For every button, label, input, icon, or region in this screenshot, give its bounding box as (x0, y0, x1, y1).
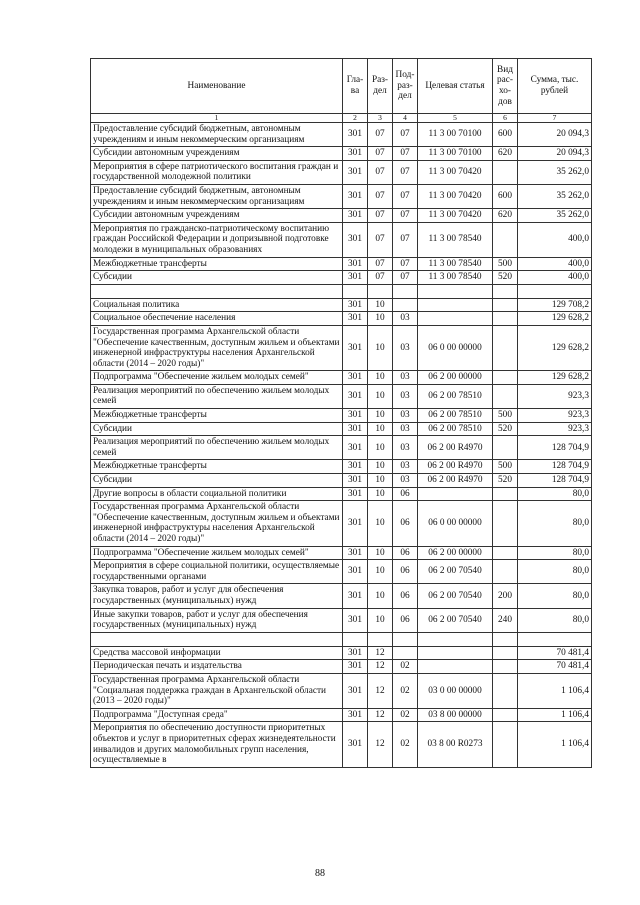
table-header-row (91, 59, 592, 114)
row-section: 10 (368, 501, 393, 546)
row-chapter: 301 (343, 325, 368, 370)
row-expense-type (493, 384, 518, 408)
row-section: 10 (368, 371, 393, 385)
row-chapter: 301 (343, 608, 368, 632)
table-row (91, 708, 592, 722)
row-amount: 1 106,4 (518, 722, 592, 767)
row-chapter: 301 (343, 371, 368, 385)
table-row (91, 436, 592, 460)
row-name: Периодическая печать и издательства (91, 660, 343, 674)
row-amount: 80,0 (518, 584, 592, 608)
row-chapter: 301 (343, 298, 368, 312)
row-subsection: 03 (393, 384, 418, 408)
row-chapter: 301 (343, 722, 368, 767)
row-name: Мероприятия по гражданско-патриотическому воспитанию граждан Российской Федерации и допризывной подготовке молодежи в муниципальных образованиях (91, 222, 343, 257)
row-name: Закупка товаров, работ и услуг для обеспечения государственных (муниципальных) нужд (91, 584, 343, 608)
row-section: 07 (368, 209, 393, 223)
row-amount: 129 628,2 (518, 371, 592, 385)
empty-cell (343, 284, 368, 298)
row-section: 10 (368, 298, 393, 312)
row-subsection: 07 (393, 123, 418, 147)
row-name: Субсидии автономным учреждениям (91, 209, 343, 223)
row-expense-type (493, 560, 518, 584)
row-section: 10 (368, 460, 393, 474)
row-amount: 129 628,2 (518, 312, 592, 326)
row-section: 07 (368, 160, 393, 184)
row-subsection: 03 (393, 409, 418, 423)
row-chapter: 301 (343, 384, 368, 408)
row-expense-type (493, 436, 518, 460)
row-name: Государственная программа Архангельской области "Социальная поддержка граждан в Архангельской области (2013 – 2020 годы)" (91, 673, 343, 708)
row-target: 06 2 00 00000 (418, 546, 493, 560)
row-subsection: 02 (393, 722, 418, 767)
row-expense-type: 500 (493, 460, 518, 474)
table-row (91, 584, 592, 608)
table-row (91, 184, 592, 208)
row-subsection: 02 (393, 708, 418, 722)
table-row (91, 371, 592, 385)
row-chapter: 301 (343, 147, 368, 161)
row-amount: 70 481,4 (518, 646, 592, 660)
row-section: 10 (368, 384, 393, 408)
row-name: Социальное обеспечение населения (91, 312, 343, 326)
row-section: 12 (368, 673, 393, 708)
table-row (91, 474, 592, 488)
row-expense-type: 240 (493, 608, 518, 632)
empty-cell (368, 632, 393, 646)
row-expense-type: 500 (493, 409, 518, 423)
row-amount: 128 704,9 (518, 474, 592, 488)
row-chapter: 301 (343, 501, 368, 546)
row-expense-type: 520 (493, 271, 518, 285)
table-row (91, 147, 592, 161)
row-section: 12 (368, 646, 393, 660)
row-chapter: 301 (343, 209, 368, 223)
row-amount: 35 262,0 (518, 160, 592, 184)
table-row (91, 722, 592, 767)
row-target: 06 2 00 70540 (418, 608, 493, 632)
row-target: 11 3 00 70100 (418, 147, 493, 161)
row-section: 10 (368, 560, 393, 584)
row-chapter: 301 (343, 312, 368, 326)
row-subsection: 07 (393, 184, 418, 208)
row-name: Межбюджетные трансферты (91, 257, 343, 271)
page-number: 88 (315, 868, 325, 879)
row-section: 12 (368, 722, 393, 767)
row-subsection: 02 (393, 673, 418, 708)
row-amount: 923,3 (518, 409, 592, 423)
column-number: 7 (518, 114, 592, 123)
row-target (418, 298, 493, 312)
header-subsection: Под-раз-дел (393, 59, 418, 114)
row-chapter: 301 (343, 487, 368, 501)
row-section: 07 (368, 123, 393, 147)
table-row (91, 546, 592, 560)
row-subsection: 07 (393, 257, 418, 271)
row-expense-type (493, 501, 518, 546)
row-chapter: 301 (343, 474, 368, 488)
row-chapter: 301 (343, 422, 368, 436)
row-name: Реализация мероприятий по обеспечению жильем молодых семей (91, 384, 343, 408)
row-name: Реализация мероприятий по обеспечению жильем молодых семей (91, 436, 343, 460)
row-expense-type (493, 160, 518, 184)
row-subsection: 06 (393, 608, 418, 632)
row-name: Предоставление субсидий бюджетным, автономным учреждениям и иным некоммерческим организациям (91, 123, 343, 147)
row-expense-type (493, 312, 518, 326)
row-subsection: 03 (393, 436, 418, 460)
row-chapter: 301 (343, 660, 368, 674)
row-name: Субсидии автономным учреждениям (91, 147, 343, 161)
row-target (418, 487, 493, 501)
row-amount: 129 628,2 (518, 325, 592, 370)
table-row (91, 209, 592, 223)
row-amount: 80,0 (518, 546, 592, 560)
table-row (91, 608, 592, 632)
row-name: Государственная программа Архангельской области "Обеспечение качественным, доступным жильем и объектами инженерной инфраструктуры населения Архангельской области (2014 – 2020 годы)" (91, 325, 343, 370)
empty-cell (518, 632, 592, 646)
row-section: 10 (368, 608, 393, 632)
row-name: Подпрограмма "Доступная среда" (91, 708, 343, 722)
row-subsection: 06 (393, 487, 418, 501)
row-subsection (393, 646, 418, 660)
table-row (91, 312, 592, 326)
row-target: 11 3 00 78540 (418, 257, 493, 271)
row-target: 11 3 00 78540 (418, 271, 493, 285)
table-row (91, 271, 592, 285)
row-section: 10 (368, 436, 393, 460)
row-name: Субсидии (91, 271, 343, 285)
table-row (91, 160, 592, 184)
table-row (91, 660, 592, 674)
row-section: 10 (368, 474, 393, 488)
row-section: 10 (368, 409, 393, 423)
row-expense-type (493, 546, 518, 560)
empty-cell (393, 284, 418, 298)
row-amount: 400,0 (518, 257, 592, 271)
row-name: Субсидии (91, 422, 343, 436)
row-chapter: 301 (343, 184, 368, 208)
row-section: 12 (368, 660, 393, 674)
column-number: 2 (343, 114, 368, 123)
table-row (91, 422, 592, 436)
row-target: 11 3 00 70420 (418, 160, 493, 184)
row-amount: 80,0 (518, 501, 592, 546)
column-number: 3 (368, 114, 393, 123)
row-name: Подпрограмма "Обеспечение жильем молодых семей" (91, 371, 343, 385)
row-target: 06 2 00 78510 (418, 384, 493, 408)
row-section: 10 (368, 422, 393, 436)
row-section: 12 (368, 708, 393, 722)
table-row (91, 325, 592, 370)
row-expense-type (493, 708, 518, 722)
row-target: 06 2 00 R4970 (418, 474, 493, 488)
row-expense-type (493, 722, 518, 767)
row-subsection: 06 (393, 560, 418, 584)
row-target: 06 2 00 00000 (418, 371, 493, 385)
table-row (91, 384, 592, 408)
row-section: 07 (368, 257, 393, 271)
row-expense-type (493, 222, 518, 257)
row-subsection: 06 (393, 546, 418, 560)
row-subsection: 03 (393, 312, 418, 326)
row-amount: 400,0 (518, 222, 592, 257)
row-amount: 923,3 (518, 422, 592, 436)
table-row (91, 222, 592, 257)
row-target: 06 0 00 00000 (418, 325, 493, 370)
row-name: Межбюджетные трансферты (91, 460, 343, 474)
row-subsection: 07 (393, 222, 418, 257)
row-expense-type: 200 (493, 584, 518, 608)
row-chapter: 301 (343, 436, 368, 460)
table-row (91, 487, 592, 501)
row-expense-type: 620 (493, 147, 518, 161)
row-subsection: 02 (393, 660, 418, 674)
row-target (418, 660, 493, 674)
row-expense-type: 600 (493, 123, 518, 147)
row-subsection: 03 (393, 460, 418, 474)
row-amount: 1 106,4 (518, 708, 592, 722)
row-target: 03 0 00 00000 (418, 673, 493, 708)
row-expense-type (493, 325, 518, 370)
header-expense-type: Вид рас-хо-дов (493, 59, 518, 114)
row-chapter: 301 (343, 460, 368, 474)
row-subsection: 07 (393, 271, 418, 285)
empty-cell (393, 632, 418, 646)
row-target: 03 8 00 00000 (418, 708, 493, 722)
empty-cell (91, 632, 343, 646)
row-target: 06 0 00 00000 (418, 501, 493, 546)
row-amount: 20 094,3 (518, 147, 592, 161)
row-target: 06 2 00 70540 (418, 560, 493, 584)
header-amount: Сумма, тыс. рублей (518, 59, 592, 114)
spacer-row (91, 284, 592, 298)
row-chapter: 301 (343, 409, 368, 423)
table-row (91, 501, 592, 546)
row-amount: 35 262,0 (518, 209, 592, 223)
row-subsection: 07 (393, 209, 418, 223)
row-section: 10 (368, 487, 393, 501)
row-section: 07 (368, 222, 393, 257)
row-expense-type: 520 (493, 422, 518, 436)
row-expense-type: 620 (493, 209, 518, 223)
table-row (91, 460, 592, 474)
row-amount: 128 704,9 (518, 460, 592, 474)
row-chapter: 301 (343, 257, 368, 271)
table-row (91, 409, 592, 423)
row-target: 06 2 00 78510 (418, 422, 493, 436)
row-expense-type (493, 298, 518, 312)
header-target: Целевая статья (418, 59, 493, 114)
empty-cell (493, 284, 518, 298)
table-row (91, 123, 592, 147)
column-number: 1 (91, 114, 343, 123)
row-chapter: 301 (343, 708, 368, 722)
table-row (91, 646, 592, 660)
row-subsection: 03 (393, 325, 418, 370)
row-amount: 80,0 (518, 487, 592, 501)
row-target: 06 2 00 78510 (418, 409, 493, 423)
row-amount: 400,0 (518, 271, 592, 285)
row-section: 07 (368, 184, 393, 208)
empty-cell (418, 632, 493, 646)
header-section: Раз-дел (368, 59, 393, 114)
row-chapter: 301 (343, 546, 368, 560)
row-name: Другие вопросы в области социальной политики (91, 487, 343, 501)
row-name: Подпрограмма "Обеспечение жильем молодых семей" (91, 546, 343, 560)
row-amount: 128 704,9 (518, 436, 592, 460)
row-name: Мероприятия по обеспечению доступности приоритетных объектов и услуг в приоритетных сферах жизнедеятельности инвалидов и других маломобильных групп населения, осуществляемые в (91, 722, 343, 767)
row-expense-type (493, 371, 518, 385)
row-name: Мероприятия в сфере патриотического воспитания граждан и государственной молодежной политики (91, 160, 343, 184)
column-number: 5 (418, 114, 493, 123)
row-section: 07 (368, 271, 393, 285)
row-target (418, 646, 493, 660)
table-body (91, 123, 592, 768)
table-row (91, 257, 592, 271)
row-section: 10 (368, 312, 393, 326)
row-amount: 129 708,2 (518, 298, 592, 312)
empty-cell (91, 284, 343, 298)
row-chapter: 301 (343, 673, 368, 708)
row-target: 11 3 00 70100 (418, 123, 493, 147)
row-chapter: 301 (343, 560, 368, 584)
row-target: 11 3 00 70420 (418, 184, 493, 208)
row-subsection: 07 (393, 160, 418, 184)
row-section: 10 (368, 325, 393, 370)
row-subsection: 06 (393, 584, 418, 608)
row-chapter: 301 (343, 123, 368, 147)
row-target: 06 2 00 R4970 (418, 460, 493, 474)
row-chapter: 301 (343, 584, 368, 608)
row-chapter: 301 (343, 160, 368, 184)
row-name: Предоставление субсидий бюджетным, автономным учреждениям и иным некоммерческим организациям (91, 184, 343, 208)
row-amount: 923,3 (518, 384, 592, 408)
row-target: 06 2 00 70540 (418, 584, 493, 608)
row-expense-type: 500 (493, 257, 518, 271)
header-name: Наименование (91, 59, 343, 114)
row-expense-type (493, 646, 518, 660)
table-row (91, 673, 592, 708)
row-expense-type (493, 487, 518, 501)
empty-cell (368, 284, 393, 298)
empty-cell (518, 284, 592, 298)
row-chapter: 301 (343, 646, 368, 660)
row-name: Субсидии (91, 474, 343, 488)
row-subsection: 03 (393, 371, 418, 385)
row-amount: 80,0 (518, 560, 592, 584)
row-amount: 80,0 (518, 608, 592, 632)
row-expense-type: 600 (493, 184, 518, 208)
row-expense-type (493, 673, 518, 708)
row-target: 06 2 00 R4970 (418, 436, 493, 460)
row-section: 10 (368, 584, 393, 608)
row-amount: 35 262,0 (518, 184, 592, 208)
row-expense-type: 520 (493, 474, 518, 488)
row-target: 03 8 00 R0273 (418, 722, 493, 767)
header-chapter: Гла-ва (343, 59, 368, 114)
column-number: 6 (493, 114, 518, 123)
table-row (91, 298, 592, 312)
row-amount: 20 094,3 (518, 123, 592, 147)
row-amount: 70 481,4 (518, 660, 592, 674)
row-name: Социальная политика (91, 298, 343, 312)
row-target: 11 3 00 70420 (418, 209, 493, 223)
row-subsection: 07 (393, 147, 418, 161)
row-chapter: 301 (343, 271, 368, 285)
row-target: 11 3 00 78540 (418, 222, 493, 257)
spacer-row (91, 632, 592, 646)
row-chapter: 301 (343, 222, 368, 257)
row-subsection: 03 (393, 422, 418, 436)
row-name: Межбюджетные трансферты (91, 409, 343, 423)
row-name: Иные закупки товаров, работ и услуг для обеспечения государственных (муниципальных) нужд (91, 608, 343, 632)
empty-cell (343, 632, 368, 646)
row-amount: 1 106,4 (518, 673, 592, 708)
row-name: Средства массовой информации (91, 646, 343, 660)
row-expense-type (493, 660, 518, 674)
row-subsection: 06 (393, 501, 418, 546)
table-row (91, 560, 592, 584)
row-section: 07 (368, 147, 393, 161)
row-name: Государственная программа Архангельской области "Обеспечение качественным, доступным жильем и объектами инженерной инфраструктуры населения Архангельской области (2014 – 2020 годы)" (91, 501, 343, 546)
column-number: 4 (393, 114, 418, 123)
row-subsection: 03 (393, 474, 418, 488)
empty-cell (493, 632, 518, 646)
empty-cell (418, 284, 493, 298)
column-number-row (91, 114, 592, 123)
budget-table (90, 58, 592, 768)
row-subsection (393, 298, 418, 312)
row-name: Мероприятия в сфере социальной политики, осуществляемые государственными органами (91, 560, 343, 584)
row-target (418, 312, 493, 326)
row-section: 10 (368, 546, 393, 560)
